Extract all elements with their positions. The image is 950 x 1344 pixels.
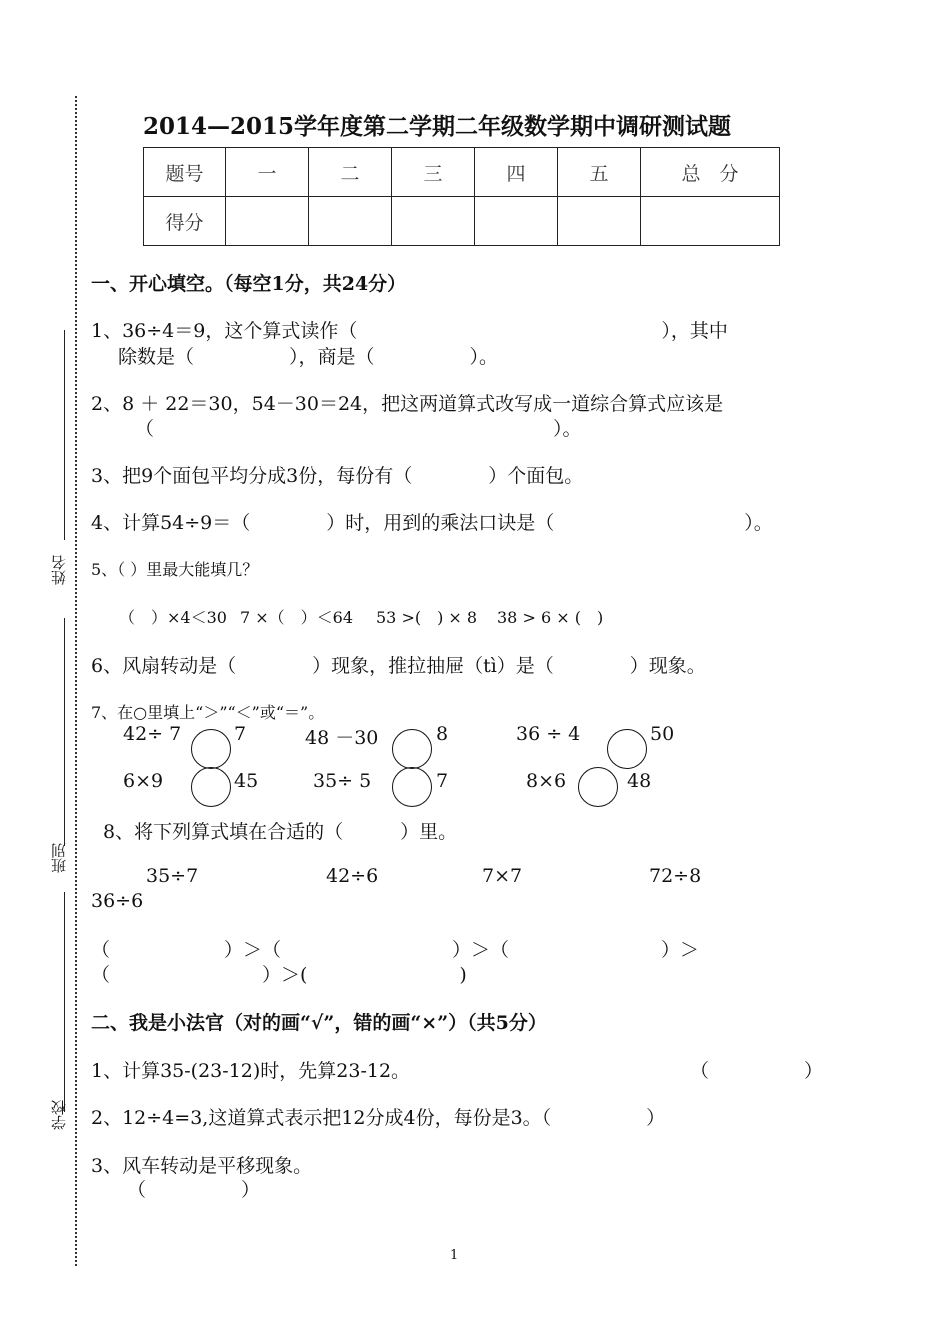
q5-item: 7 ×（ ）＜64 [240, 608, 354, 627]
header-cell: 一 [226, 148, 309, 197]
score-cell[interactable] [475, 197, 558, 246]
school-label: 学校 [50, 1100, 68, 1130]
q4: 4、计算54÷9＝（ ）时，用到的乘法口诀是（ ）。 [91, 512, 773, 534]
q8-item: 7×7 [482, 865, 523, 887]
header-cell: 总 分 [641, 148, 780, 197]
q2-line1: 2、8 ＋ 22＝30，54－30＝24，把这两道算式改写成一道综合算式应该是 [91, 393, 724, 415]
compare-circle[interactable] [392, 767, 432, 807]
score-table-header-row [144, 148, 780, 197]
q7-right: 8 [436, 723, 449, 745]
q1-line1: 1、36÷4＝9，这个算式读作（ ），其中 [91, 320, 728, 342]
binding-dotted-line [75, 96, 77, 1266]
q5-item: 53 >( ) × 8 [376, 608, 478, 627]
q8-item: 36÷6 [91, 890, 144, 912]
q7-right: 7 [234, 723, 247, 745]
compare-circle[interactable] [191, 767, 231, 807]
page-title: 2014—2015学年度第二学期二年级数学期中调研测试题 [143, 113, 732, 140]
q5-item: （ ）×4＜30 [119, 608, 227, 627]
q7-left: 6×9 [123, 770, 164, 792]
q1-line2: 除数是（ ），商是（ ）。 [118, 346, 499, 368]
q7-left: 35÷ 5 [313, 770, 372, 792]
q7-left: 42÷ 7 [123, 723, 182, 745]
score-cell[interactable] [558, 197, 641, 246]
judge-q3-blank[interactable]: （ ） [127, 1179, 261, 1201]
header-cell: 二 [309, 148, 392, 197]
q8-blanks-line2: （ ）＞( ) [91, 964, 467, 986]
q8-blanks-line1: （ ）＞（ ）＞（ ）＞ [91, 939, 700, 961]
compare-circle[interactable] [607, 729, 647, 769]
score-table [143, 147, 780, 246]
compare-circle[interactable] [191, 729, 231, 769]
score-cell[interactable] [309, 197, 392, 246]
q8-item: 42÷6 [326, 865, 379, 887]
header-cell: 题号 [144, 148, 226, 197]
compare-circle[interactable] [578, 767, 618, 807]
q7-right: 48 [627, 770, 652, 792]
name-label: 姓名 [50, 555, 68, 585]
page-number: 1 [450, 1248, 459, 1263]
name-underline [64, 330, 65, 540]
compare-circle[interactable] [392, 729, 432, 769]
q6: 6、风扇转动是（ ）现象，推拉抽屉（tì）是（ ）现象。 [91, 655, 706, 677]
q8-item: 72÷8 [649, 865, 702, 887]
q5: 5、（ ）里最大能填几？ [91, 560, 259, 579]
section2-heading: 二、我是小法官（对的画“√”，错的画“×”）（共5分） [91, 1012, 547, 1034]
header-cell: 五 [558, 148, 641, 197]
score-cell[interactable] [392, 197, 475, 246]
q8: 8、将下列算式填在合适的（ ）里。 [103, 821, 458, 843]
q5-item: 38 > 6 × ( ) [497, 608, 604, 627]
judge-q1: 1、计算35-(23-12)时，先算23-12。 [91, 1060, 411, 1082]
score-table-score-row [144, 197, 780, 246]
q3: 3、把9个面包平均分成3份，每份有（ ）个面包。 [91, 465, 584, 487]
q7-left: 36 ÷ 4 [516, 723, 581, 745]
q7-right: 7 [436, 770, 449, 792]
q7-left: 48 －30 [305, 727, 379, 749]
section1-heading: 一、开心填空。（每空1分，共24分） [91, 273, 407, 295]
class-underline [64, 618, 65, 846]
judge-q3: 3、风车转动是平移现象。 [91, 1155, 313, 1177]
judge-q1-blank[interactable]: （ ） [690, 1060, 824, 1082]
q7-right: 50 [650, 723, 675, 745]
q7-left: 8×6 [526, 770, 567, 792]
q7-right: 45 [234, 770, 259, 792]
q8-item: 35÷7 [146, 865, 199, 887]
score-cell[interactable] [226, 197, 309, 246]
header-cell: 四 [475, 148, 558, 197]
score-cell[interactable] [641, 197, 780, 246]
school-underline [64, 892, 65, 1112]
q7: 7、在○里填上“＞”“＜”或“＝”。 [91, 703, 325, 722]
q2-line2: （ ）。 [135, 418, 582, 440]
class-label: 班別 [50, 843, 68, 873]
header-cell: 三 [392, 148, 475, 197]
row-label-cell: 得分 [144, 197, 226, 246]
judge-q2: 2、12÷4=3,这道算式表示把12分成4份，每份是3。（ ） [91, 1107, 666, 1129]
